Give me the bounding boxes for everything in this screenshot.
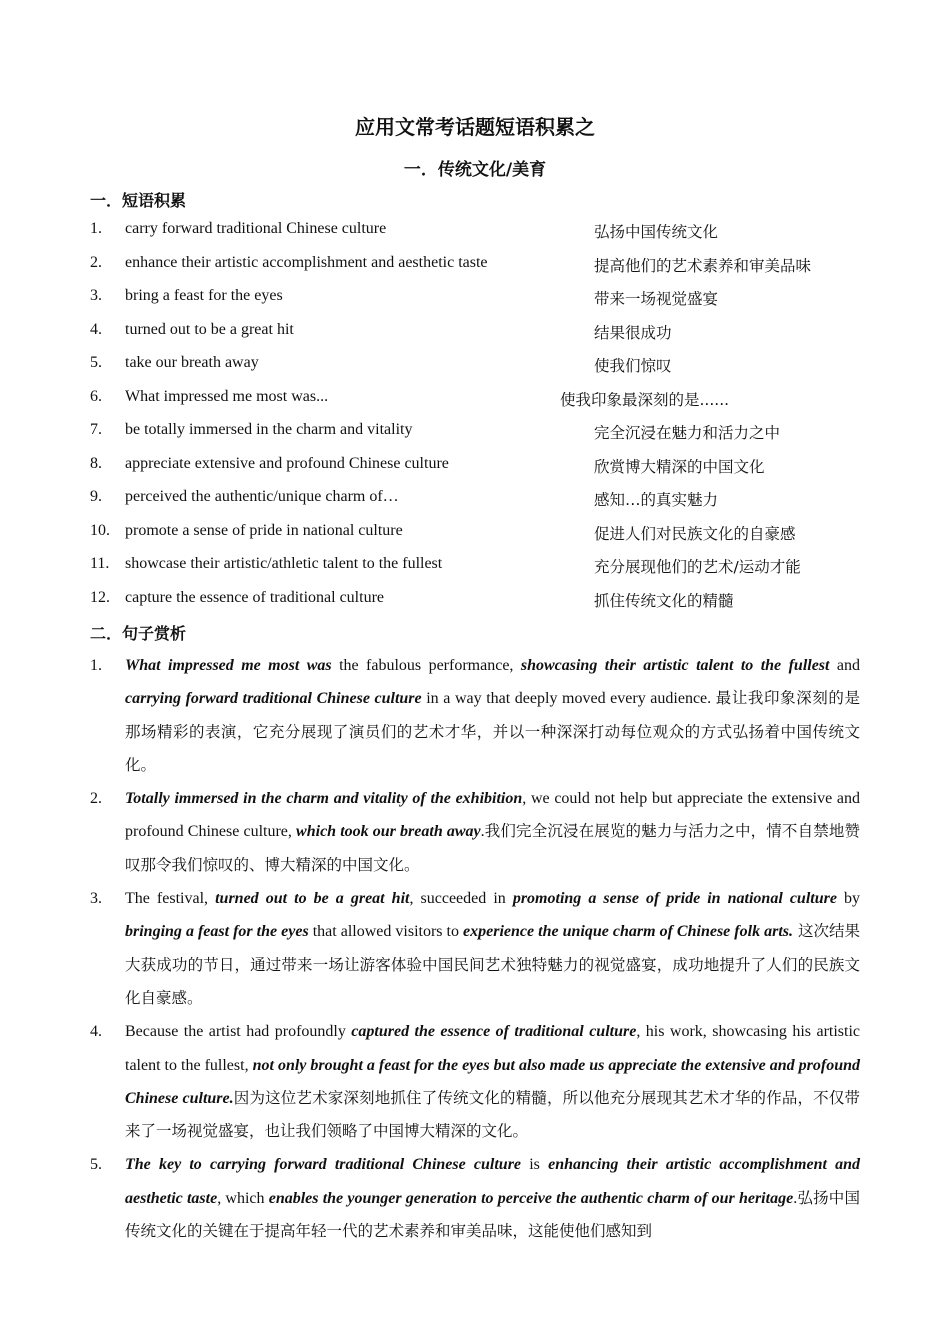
sentence-text: and [829,657,861,674]
sentence-number: 5. [90,1156,102,1174]
phrase-number: 10. [90,522,110,539]
phrase-english: appreciate extensive and profound Chinese culture [125,455,449,472]
phrase-number: 11. [90,555,110,572]
phrase-item [0,522,950,552]
phrase-english: take our breath away [125,354,259,371]
sentence-text: , we could not help but appreciate the extensive and profound Chinese culture, [125,790,860,841]
phrase-number: 4. [90,321,102,338]
key-phrase: promoting a sense of pride in national culture [512,890,837,908]
phrase-item [0,421,950,451]
phrase-english: What impressed me most was... [125,388,329,405]
sentence-number: 1. [90,657,102,674]
section-heading-sentences: 二．句子赏析 [90,624,187,643]
key-phrase: Totally immersed in the charm and vitality of the exhibition [125,790,523,808]
phrase-item [0,321,950,351]
phrase-english: capture the essence of traditional culture [125,589,384,606]
sentence-text: , which [217,1189,269,1207]
phrase-item [0,455,950,485]
sentence-number: 4. [90,1023,102,1041]
phrase-chinese: 使我们惊叹 [594,357,672,375]
phrase-chinese: 完全沉浸在魅力和活力之中 [594,424,781,442]
phrase-number: 5. [90,354,102,371]
phrase-number: 3. [90,287,102,304]
key-phrase: enhancing their artistic accomplishment and aesthetic taste [125,1156,861,1207]
phrase-number: 1. [90,220,102,237]
key-phrase: captured the essence of traditional culture [351,1023,637,1041]
phrase-number: 8. [90,455,102,472]
phrase-chinese: 抓住传统文化的精髓 [594,592,734,610]
sentence-text: that allowed visitors to [308,923,464,941]
key-phrase: carrying forward traditional Chinese culture [125,690,422,708]
sentence-item [90,649,860,782]
chinese-translation: 这次结果大获成功的节日，通过带来一场让游客体验中国民间艺术独特魅力的视觉盛宴，成功地提升了人们的民族文化自豪感。 [125,922,861,1007]
phrase-english: promote a sense of pride in national culture [125,522,403,539]
sentence-text: by [836,890,861,908]
key-phrase: bringing a feast for the eyes [125,923,309,941]
sentence-text: is [521,1156,549,1174]
sentence-text: . [480,823,485,841]
phrase-chinese: 提高他们的艺术素养和审美品味 [594,257,812,275]
phrase-number: 2. [90,254,102,271]
sentence-text: Because the artist had profoundly [125,1023,352,1041]
sentence-text: , succeeded in [409,890,513,908]
phrase-number: 6. [90,388,102,405]
phrase-chinese: 促进人们对民族文化的自豪感 [594,525,796,543]
sentence-text: The festival, [125,890,216,908]
phrase-item [0,555,950,585]
key-phrase: The key to carrying forward traditional Chinese culture [125,1156,522,1174]
phrase-chinese: 弘扬中国传统文化 [594,223,719,241]
chinese-translation: 弘扬中国传统文化的关键在于提高年轻一代的艺术素养和审美品味，这能使他们感知到 [125,1188,861,1241]
sentence-number: 3. [90,890,102,908]
phrase-english: perceived the authentic/unique charm of… [125,488,399,505]
sentence-text: , his work, showcasing his artistic talent to the fullest, [125,1023,861,1074]
chinese-translation: 最让我印象深刻的是那场精彩的表演，它充分展现了演员们的艺术才华，并以一种深深打动每位观众的方式弘扬着中国传统文化。 [125,689,860,774]
sentence-text: . [793,1189,798,1207]
phrase-english: turned out to be a great hit [125,321,294,338]
phrase-chinese: 结果很成功 [594,324,672,342]
key-phrase: showcasing their artistic talent to the fullest [520,657,830,674]
phrase-chinese: 欣赏博大精深的中国文化 [594,458,765,476]
phrase-english: showcase their artistic/athletic talent to the fullest [125,555,443,572]
sentence-item [90,1148,860,1248]
key-phrase: not only brought a feast for the eyes but also made us appreciate the extensive and profound Chinese culture. [125,1056,860,1107]
key-phrase: which took our breath away [296,823,481,841]
page-title: 应用文常考话题短语积累之 [355,115,595,139]
section-heading-phrases: 一．短语积累 [90,191,187,210]
phrase-item [0,354,950,384]
sentence-item [90,882,860,1015]
phrase-item [0,589,950,619]
phrase-chinese: 感知…的真实魅力 [594,491,719,509]
phrase-item [0,287,950,317]
sentence-item [90,1015,860,1148]
chinese-translation: 我们完全沉浸在展览的魅力与活力之中，情不自禁地赞叹那令我们惊叹的、博大精深的中国文化。 [125,822,860,874]
phrase-number: 7. [90,421,102,438]
phrase-chinese: 充分展现他们的艺术/运动才能 [594,558,801,576]
key-phrase: What impressed me most was [125,657,332,674]
phrase-english: bring a feast for the eyes [125,287,283,304]
page-subtitle: 一．传统文化/美育 [403,160,547,180]
chinese-translation: 因为这位艺术家深刻地抓住了传统文化的精髓，所以他充分展现其艺术才华的作品，不仅带来了一场视觉盛宴，也让我们领略了中国博大精深的文化。 [125,1088,860,1141]
phrase-item [0,488,950,518]
phrase-english: enhance their artistic accomplishment and aesthetic taste [125,254,488,271]
sentence-list [90,649,860,1248]
sentence-item [90,782,860,882]
sentence-text: in a way that deeply moved every audience. [421,690,716,708]
phrase-english: be totally immersed in the charm and vitality [125,421,413,438]
key-phrase: experience the unique charm of Chinese folk arts. [463,923,793,941]
phrase-number: 12. [90,589,110,606]
phrase-item [0,254,950,284]
key-phrase: turned out to be a great hit [215,890,410,908]
key-phrase: enables the younger generation to perceive the authentic charm of our heritage [268,1189,794,1207]
phrase-chinese: 带来一场视觉盛宴 [594,290,719,308]
phrase-number: 9. [90,488,102,505]
phrase-chinese: 使我印象最深刻的是...... [560,391,730,409]
phrase-english: carry forward traditional Chinese culture [125,220,387,237]
sentence-text: the fabulous performance, [331,657,521,674]
sentence-number: 2. [90,790,102,808]
phrase-item [0,220,950,250]
phrase-item [0,388,950,418]
